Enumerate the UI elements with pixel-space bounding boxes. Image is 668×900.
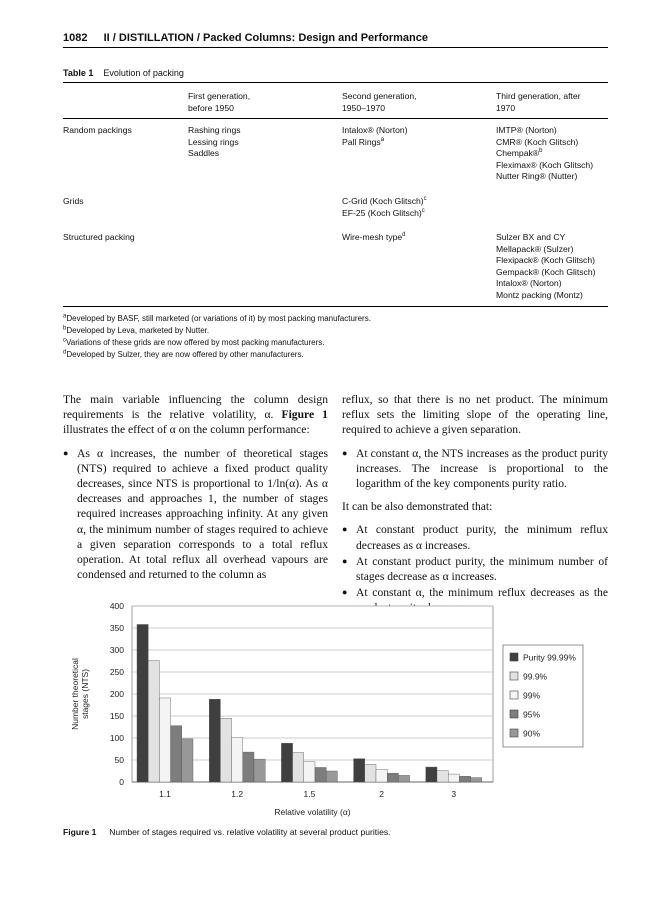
y-tick-label: 250 (109, 667, 124, 677)
y-tick-label: 100 (109, 733, 124, 743)
footnote: $^c$Variations of these grids are now offered by most packing manufacturers. (63, 337, 325, 347)
bar (148, 661, 159, 782)
col-head-third (496, 91, 581, 114)
legend-swatch (510, 691, 518, 699)
page-number: 1082 (63, 32, 88, 44)
row-name: Grids (63, 196, 84, 206)
bar (137, 624, 148, 782)
paragraph: reflux, so that there is no net product. The minimum reflux sets the limiting slope of the operating line, required to achieve a given separation. (342, 393, 608, 437)
bar (448, 774, 459, 782)
table-top-rule (63, 82, 608, 83)
x-tick-label: 3 (451, 789, 457, 799)
running-header (63, 32, 608, 44)
table-title (63, 68, 184, 78)
legend-label: 90% (523, 728, 541, 739)
cell-line: Gempack® (Koch Glitsch) (496, 266, 596, 277)
legend-swatch (510, 710, 518, 718)
figure-1-chart (60, 596, 620, 821)
bar (304, 762, 315, 782)
bullet-paragraph: ● As α increases, the number of theoretical stages (NTS) required to achieve a fixed product quality decreases, since NTS is proportional to 1/ln(α). As α decreases and approaches 1, the number of stages required increases approaching infinity. At any given α, the minimum number of stages required to achieve a given separation corresponds to a total reflux operation. At total reflux all overhead vapours are condensed and returned to the column as (63, 446, 328, 583)
table-head-rule (63, 118, 608, 119)
bar (315, 767, 326, 782)
header-rule (63, 47, 608, 48)
bar (254, 759, 265, 782)
bar (232, 738, 243, 782)
bullet-paragraph: ● At constant α, the minimum reflux decreases as the (342, 585, 608, 615)
figure-caption (63, 827, 391, 837)
y-tick-label: 50 (114, 755, 124, 765)
bar (220, 718, 231, 782)
table-caption: Evolution of packing (103, 68, 184, 78)
cell-line: Sulzer BX and CY (496, 232, 566, 242)
bar (159, 698, 170, 782)
bar (326, 771, 337, 782)
footnote: $^d$Developed by Sulzer, they are now offered by other manufacturers. (63, 349, 304, 359)
cell-line: Mellapack® (Sulzer) (496, 243, 574, 254)
col-head-text: before 1950 (188, 102, 234, 113)
legend-label: Purity 99.99% (523, 652, 576, 663)
body-column-right (342, 392, 608, 616)
table-cell (342, 196, 427, 219)
cell-line: Wire-mesh type$^d$ (342, 232, 406, 242)
bar (426, 767, 437, 782)
bar (281, 743, 292, 782)
bar (171, 726, 182, 782)
bar (398, 775, 409, 782)
body-column-left (63, 392, 328, 582)
legend-label: 95% (523, 709, 541, 720)
col-head-text: 1950–1970 (342, 102, 386, 113)
col-head-first (188, 91, 250, 114)
section-title: II / DISTILLATION / Packed Columns: Design and Performance (103, 32, 428, 44)
bullet-paragraph: ● At constant α, the NTS increases as the product purity increases. The increase is proportional to the logarithm of the key components purity ratio. (342, 446, 608, 492)
table-bottom-rule (63, 306, 608, 307)
legend-label: 99% (523, 690, 541, 701)
bar (354, 759, 365, 782)
table-cell (188, 125, 241, 160)
cell-line: CMR® (Koch Glitsch) (496, 136, 579, 147)
x-axis-label: Relative volatility (α) (274, 807, 351, 817)
col-head-text: Third generation, after (496, 91, 581, 101)
x-tick-label: 2 (379, 789, 384, 799)
y-tick-label: 400 (109, 601, 124, 611)
bar (437, 771, 448, 782)
cell-line: Nutter Ring® (Nutter) (496, 171, 578, 182)
footnote: $^b$Developed by Leva, marketed by Nutter. (63, 325, 210, 335)
cell-line: Montz packing (Montz) (496, 289, 583, 300)
table-cell (342, 232, 406, 244)
figure-label: Figure 1 (63, 827, 97, 837)
bar (293, 753, 304, 782)
y-tick-label: 0 (119, 777, 124, 787)
cell-line: Pall Rings$^a$ (342, 136, 385, 147)
cell-line: Intalox® (Norton) (342, 125, 408, 135)
col-head-second (342, 91, 417, 114)
bar (365, 764, 376, 782)
table-cell (342, 125, 408, 148)
bar (182, 739, 193, 782)
cell-line: IMTP® (Norton) (496, 125, 557, 135)
figure-caption-text: Number of stages required vs. relative volatility at several product purities. (109, 827, 391, 837)
row-name: Structured packing (63, 232, 135, 242)
x-tick-label: 1.5 (303, 789, 316, 799)
legend-swatch (510, 729, 518, 737)
y-tick-label: 350 (109, 623, 124, 633)
cell-line: Flexipack® (Koch Glitsch) (496, 255, 595, 266)
col-head-text: Second generation, (342, 91, 417, 101)
table-label: Table 1 (63, 68, 94, 78)
cell-line: C-Grid (Koch Glitsch)$^c$ (342, 196, 427, 206)
col-head-text: First generation, (188, 91, 251, 101)
bar (471, 778, 482, 782)
legend-swatch (510, 672, 518, 680)
bar (459, 776, 470, 782)
paragraph: It can be also demonstrated that: (342, 500, 493, 514)
cell-line: Saddles (188, 148, 220, 159)
bar (209, 699, 220, 782)
x-tick-label: 1.2 (231, 789, 244, 799)
y-tick-label: 150 (109, 711, 124, 721)
table-cell (496, 125, 593, 183)
bar (387, 773, 398, 782)
cell-line: Intalox® (Norton) (496, 278, 562, 289)
cell-line: EF-25 (Koch Glitsch)$^c$ (342, 207, 425, 218)
table-cell (496, 232, 595, 302)
legend-label: 99.9% (523, 671, 548, 682)
y-axis-label: Number theoreticalstages (NTS) (70, 658, 90, 730)
col-head-text: 1970 (496, 102, 516, 113)
paragraph: The main variable influencing the column design requirements is the relative volatility, α. Figure 1 illustrates the effect of α on the column performance: (63, 393, 328, 437)
footnote: $^a$Developed by BASF, still marketed (or variations of it) by most packing manufacturers. (63, 313, 371, 323)
bullet-paragraph: ● At constant product purity, the minimum number of stages decrease as α increases. (342, 554, 608, 584)
bar (243, 752, 254, 782)
legend-swatch (510, 653, 518, 661)
row-name: Random packings (63, 125, 132, 135)
bullet-paragraph: ● At constant product purity, the minimum reflux decreases as α increases. (342, 522, 608, 552)
y-tick-label: 300 (109, 645, 124, 655)
cell-line: Lessing rings (188, 136, 239, 147)
x-tick-label: 1.1 (159, 789, 171, 799)
cell-line: Fleximax® (Koch Glitsch) (496, 159, 594, 170)
cell-line: Rashing rings (188, 125, 241, 135)
cell-line: Chempak®$^b$ (496, 148, 543, 159)
y-tick-label: 200 (109, 689, 124, 699)
bar (376, 769, 387, 782)
